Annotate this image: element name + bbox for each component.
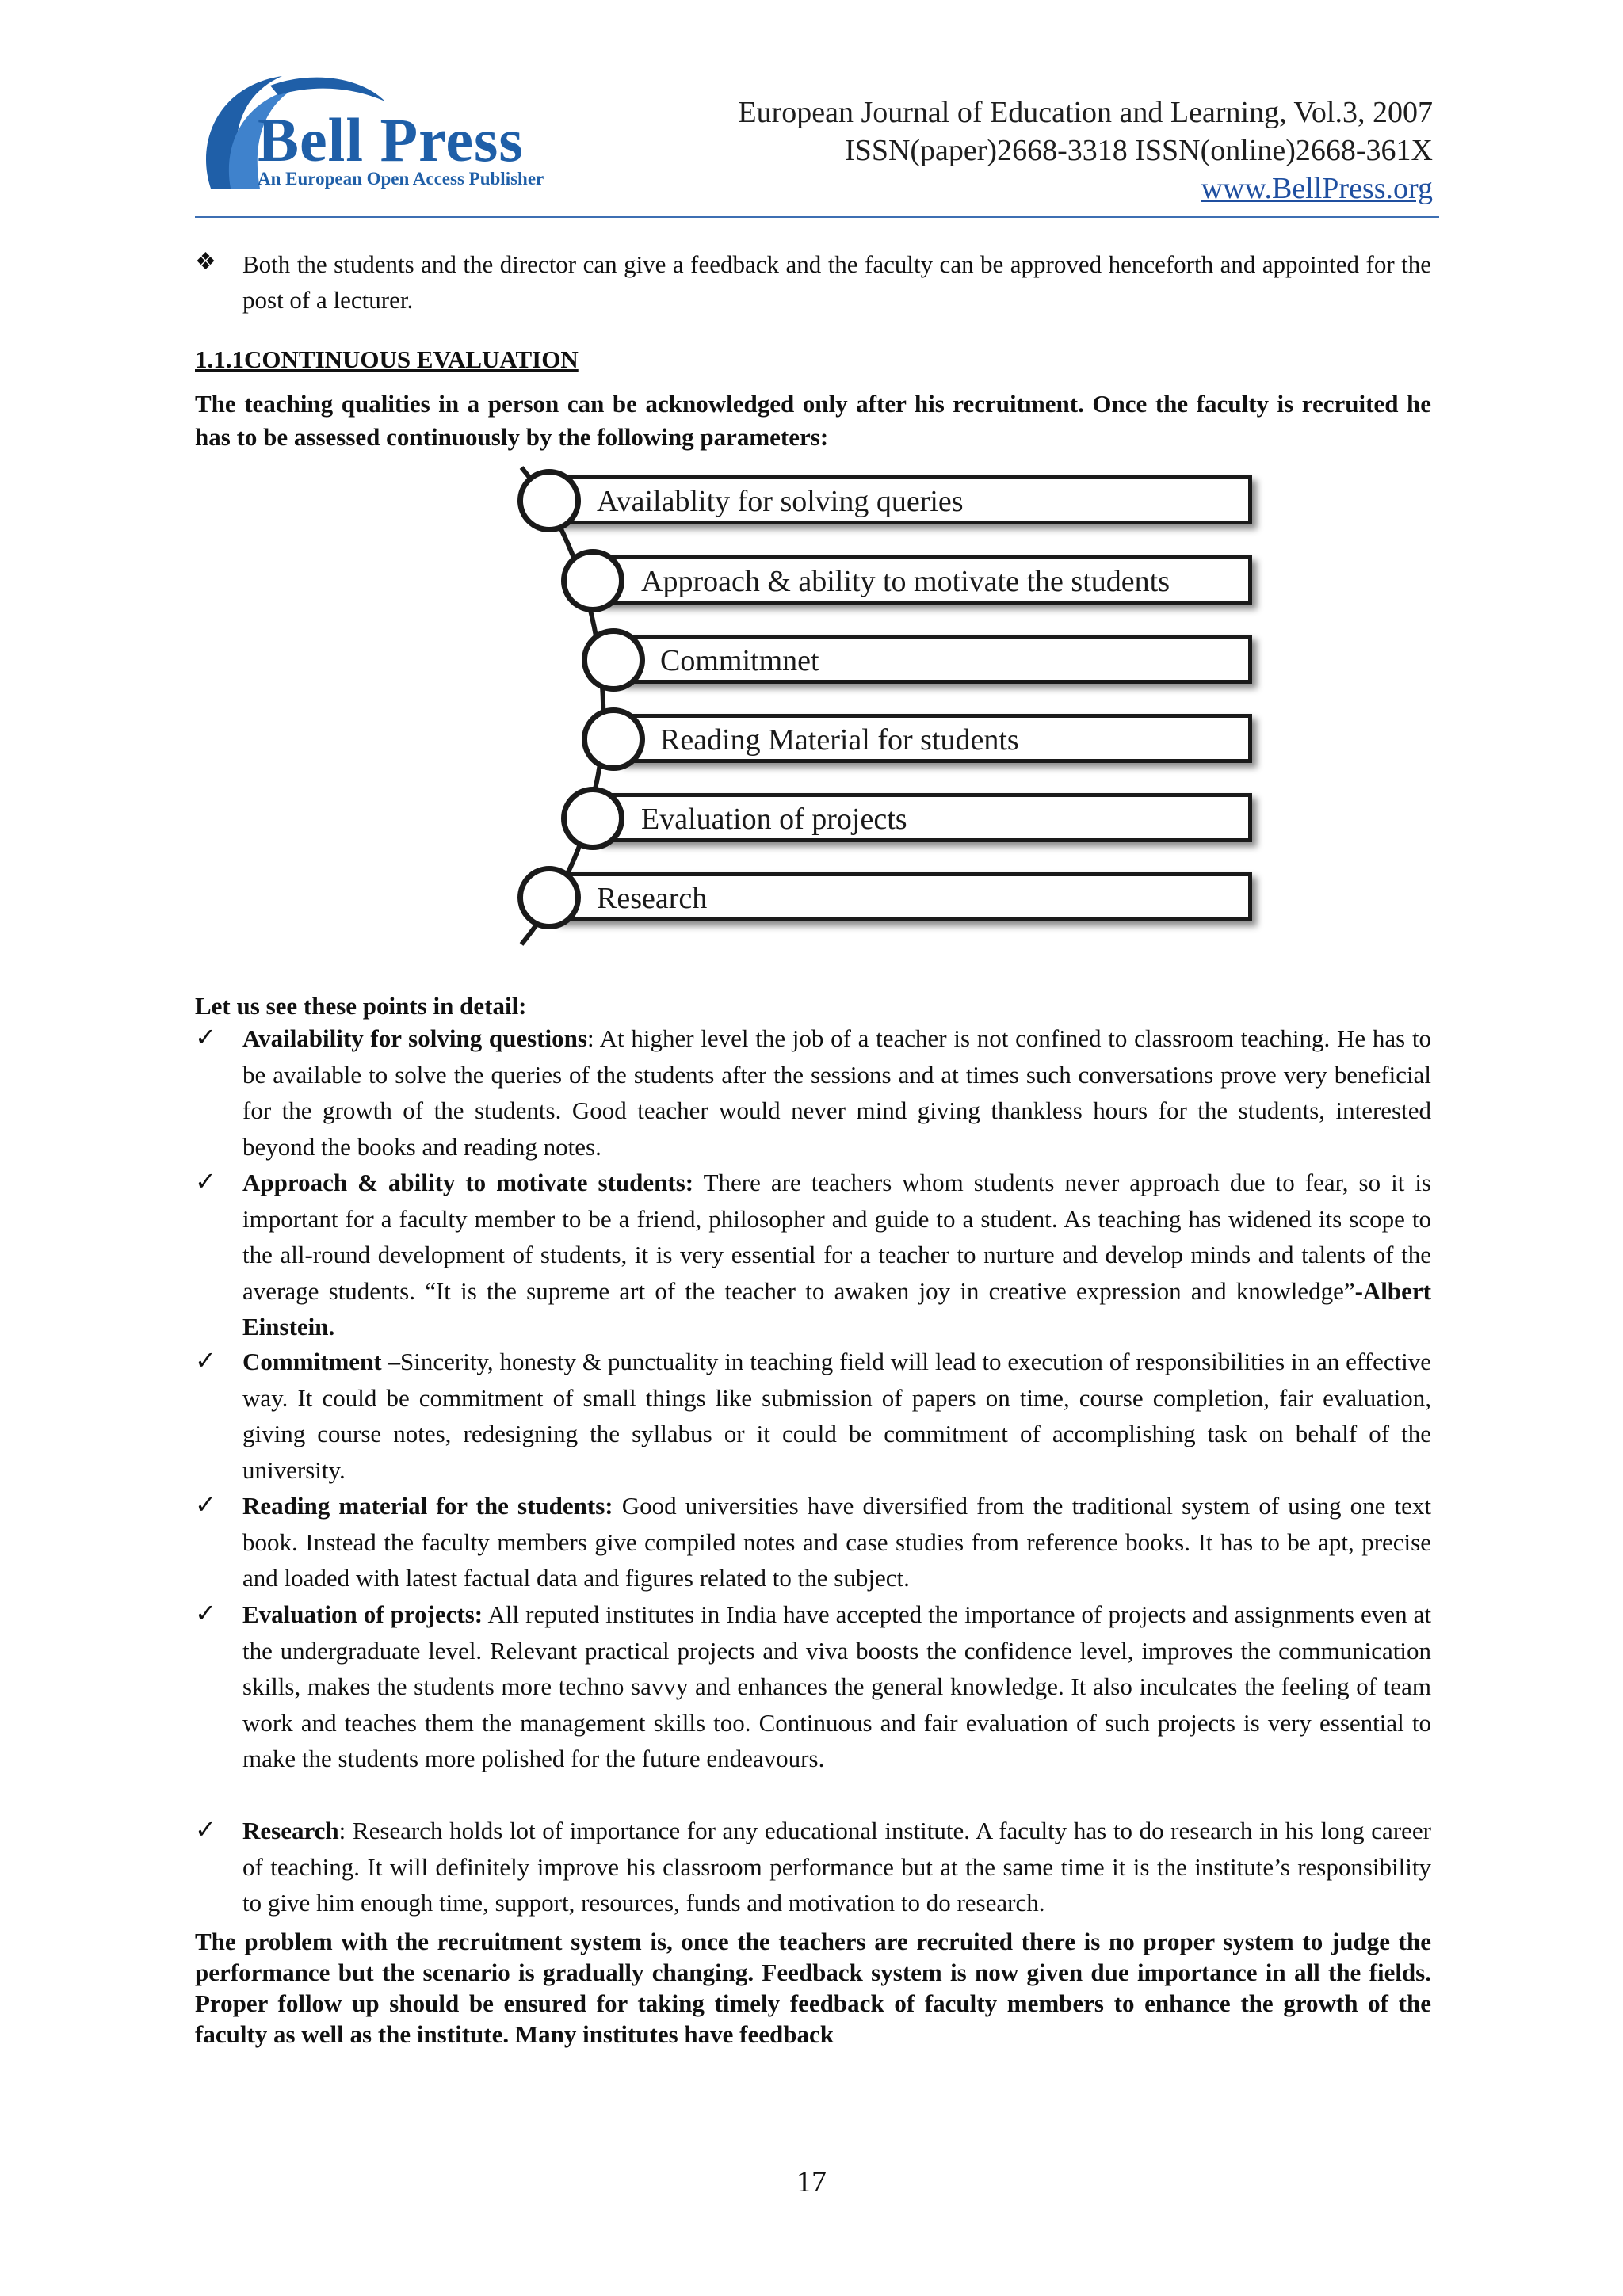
section-heading: 1.1.1CONTINUOUS EVALUATION — [195, 345, 579, 373]
diagram-item — [618, 635, 1252, 684]
diagram-item-label: Reading Material for students — [660, 723, 1019, 757]
checkmark-icon: ✓ — [195, 1346, 216, 1375]
diagram-item — [618, 714, 1252, 763]
diagram-node — [582, 707, 645, 771]
detail-item-title: Evaluation of projects: — [242, 1600, 483, 1628]
header-divider — [195, 216, 1439, 218]
diagram-item — [598, 555, 1252, 605]
detail-item-title: Research — [242, 1817, 339, 1844]
checkmark-icon: ✓ — [195, 1815, 216, 1844]
diagram-item-label: Commitmnet — [660, 644, 819, 677]
diagram-item — [555, 872, 1252, 921]
diagram-item-label: Availablity for solving queries — [597, 485, 964, 518]
diagram-node — [561, 787, 624, 850]
intro-bullet-text: Both the students and the director can give a feedback and the faculty can be approved henceforth and appointed for the post of a lecturer. — [242, 250, 1431, 314]
detail-item — [242, 1165, 1431, 1345]
detail-item: Research: Research holds lot of importance for any educational institute. A faculty has to do research in his long career of teaching. It will definitely improve his classroom performance but at the same time it is the institute’s responsibility to give him enough time, support, resources, funds and motivation to do research. — [242, 1817, 1431, 1917]
detail-item-text: Good universities have diversified from the traditional system of using one text book. Instead the faculty members give compiled notes and case studies from reference books. It has to be apt, precise and loaded with latest factual data and figures related to the subject. — [242, 1492, 1431, 1592]
section-lead: The teaching qualities in a person can be acknowledged only after his recruitment. Once the faculty is recruited he has to be assessed continuously by the following parameters: — [195, 390, 1431, 451]
diagram-node — [561, 549, 624, 612]
diagram-node — [582, 628, 645, 692]
journal-title: European Journal of Education and Learning, Vol.3, 2007 — [738, 96, 1433, 129]
diagram-item-label: Approach & ability to motivate the students — [641, 565, 1170, 598]
page-number: 17 — [796, 2165, 827, 2199]
diagram-item-label: Research — [597, 882, 708, 915]
closing-paragraph: The problem with the recruitment system is, once the teachers are recruited there is no proper system to judge the performance but the scenario is gradually changing. Feedback system is now given due importance in all the fields. Proper follow up should be ensured for taking timely feedback of faculty members to enhance the growth of the faculty as well as the institute. Many institutes have feedback — [195, 1928, 1431, 2048]
detail-item-text: Research holds lot of importance for any educational institute. A faculty has to do research in his long career of teaching. It will definitely improve his classroom performance but at the same time it is the institute’s responsibility to give him enough time, support, resources, funds and motivation to do research. — [242, 1817, 1431, 1917]
journal-header — [738, 93, 1433, 208]
detail-item-title: Commitment — [242, 1348, 382, 1375]
detail-item-title: Approach & ability to motivate students: — [242, 1169, 694, 1196]
checkmark-icon: ✓ — [195, 1599, 216, 1627]
detail-item: Commitment –Sincerity, honesty & punctuality in teaching field will lead to execution of responsibilities in an effective way. It could be commitment of small things like submission of papers on time, course completion, fair evaluation, giving course notes, redesigning the syllabus or it could be commitment of accomplishing task on behalf of the university. — [242, 1348, 1431, 1484]
publisher-name: Bell Press — [258, 105, 524, 174]
details-intro: Let us see these points in detail: — [195, 992, 527, 1020]
detail-item-text: There are teachers whom students never approach due to fear, so it is important for a faculty member to be a friend, philosopher and guide to a student. As teaching has widened its scope to the all-round development of students, it is very essential for a teacher to nurture and develop minds and talents of the average students. “It is the supreme art of the teacher to awaken joy in creative expression and knowledge” — [242, 1169, 1431, 1305]
diagram-node — [517, 866, 581, 929]
issn-line: ISSN(paper)2668-3318 ISSN(online)2668-361X — [845, 134, 1433, 167]
detail-item-title: Reading material for the students: — [242, 1492, 613, 1520]
detail-item-text: Sincerity, honesty & punctuality in teaching field will lead to execution of responsibilities in an effective way. It could be commitment of small things like submission of papers on time, course completion, fair evaluation, giving course notes, redesigning the syllabus or it could be commitment of accomplishing task on behalf of the university. — [242, 1348, 1431, 1484]
diagram-item — [598, 793, 1252, 842]
parameters-diagram — [507, 460, 1260, 951]
diamond-bullet-icon: ❖ — [195, 249, 216, 275]
detail-item — [242, 1596, 1431, 1777]
detail-item — [242, 1488, 1431, 1596]
checkmark-icon: ✓ — [195, 1490, 216, 1519]
diagram-item — [555, 475, 1252, 524]
detail-item-text: At higher level the job of a teacher is not confined to classroom teaching. He has to be available to solve the queries of the students after the sessions and at times such conversations prove very beneficial for the growth of the students. Good teacher would never mind giving thankless hours for the students, interested beyond the books and reading notes. — [242, 1024, 1432, 1161]
quote-author: -Albert Einstein. — [242, 1276, 1431, 1341]
website-link[interactable]: www.BellPress.org — [1201, 172, 1433, 205]
checkmark-icon: ✓ — [195, 1167, 216, 1196]
checkmark-icon: ✓ — [195, 1023, 216, 1051]
detail-item-title: Availability for solving questions — [242, 1024, 587, 1052]
diagram-node — [517, 469, 581, 532]
detail-item-text: All reputed institutes in India have accepted the importance of projects and assignments even at the undergraduate level. Relevant practical projects and viva boosts the confidence level, improves the communication skills, makes the students more techno savvy and enhances the general knowledge. It also inculcates the feeling of team work and teaches them the management skills too. Continuous and fair evaluation of such projects is very essential to make the students more polished for the future endeavours. — [242, 1600, 1431, 1772]
detail-item: Availability for solving questions: At higher level the job of a teacher is not confined to classroom teaching. He has to be available to solve the queries of the students after the sessions and at times such conversations prove very beneficial for the growth of the students. Good teacher would never mind giving thankless hours for the students, interested beyond the books and reading notes. — [242, 1024, 1432, 1161]
publisher-tagline: An European Open Access Publisher — [258, 169, 544, 189]
diagram-item-label: Evaluation of projects — [641, 803, 907, 836]
